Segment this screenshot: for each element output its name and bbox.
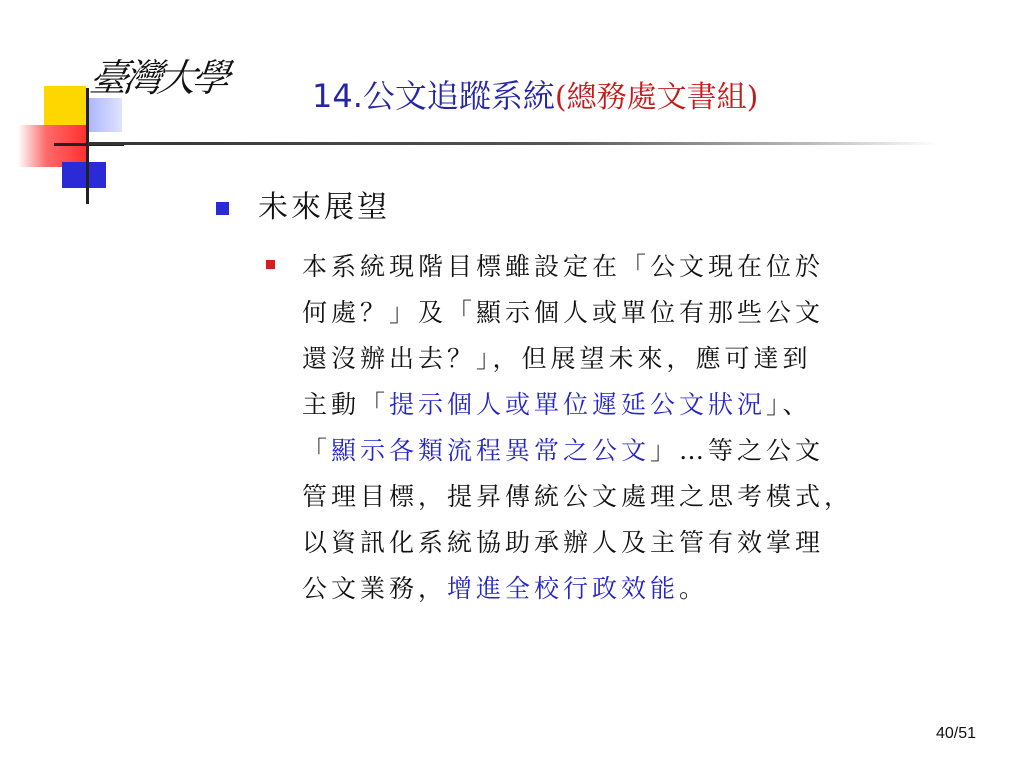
heading-text: 未來展望 (258, 190, 390, 225)
text-segment: 「 (302, 436, 332, 465)
text-segment: 」、 (766, 390, 812, 419)
red-square (18, 125, 88, 167)
paragraph-line (302, 244, 942, 290)
title-divider (88, 142, 938, 145)
text-segment: 何處？」及「顯示個人或單位有那些公文 (302, 298, 825, 327)
text-segment: 。 (679, 574, 709, 603)
page-number: 40/51 (936, 725, 977, 742)
red-square-bullet-icon (266, 260, 275, 269)
text-segment: 以資訊化系統協助承辦人及主管有效掌理 (302, 528, 825, 557)
highlighted-text: 顯示各類流程異常之公文 (331, 436, 651, 465)
paragraph-line (302, 382, 942, 428)
paragraph-line (302, 290, 942, 336)
text-segment: 還沒辦出去？」，但展望未來，應可達到 (302, 344, 812, 373)
paragraph-line (302, 566, 942, 612)
slide-title (312, 74, 758, 118)
blue-square (62, 162, 106, 188)
paragraph-line (302, 428, 942, 474)
paragraph-line (302, 520, 942, 566)
blue-square-bullet-icon (216, 202, 229, 215)
text-segment: 」…等之公文 (650, 436, 825, 465)
text-segment: 公文業務， (302, 574, 448, 603)
yellow-square (44, 86, 86, 128)
text-segment: 管理目標，提昇傳統公文處理之思考模式， (302, 482, 854, 511)
text-segment: 主動「 (302, 390, 390, 419)
paragraph-line (302, 336, 942, 382)
university-logo: 臺灣大學 (86, 56, 230, 100)
title-sub: (總務處文書組) (554, 80, 759, 115)
decorative-corner-graphic (0, 0, 140, 220)
title-main: 14.公文追蹤系統 (312, 77, 555, 115)
paragraph (302, 244, 942, 612)
vertical-line (86, 88, 89, 204)
text-segment: 本系統現階目標雖設定在「公文現在位於 (302, 252, 825, 281)
paragraph-line (302, 474, 942, 520)
highlighted-text: 提示個人或單位遲延公文狀況 (389, 390, 767, 419)
highlighted-text: 增進全校行政效能 (447, 574, 680, 603)
